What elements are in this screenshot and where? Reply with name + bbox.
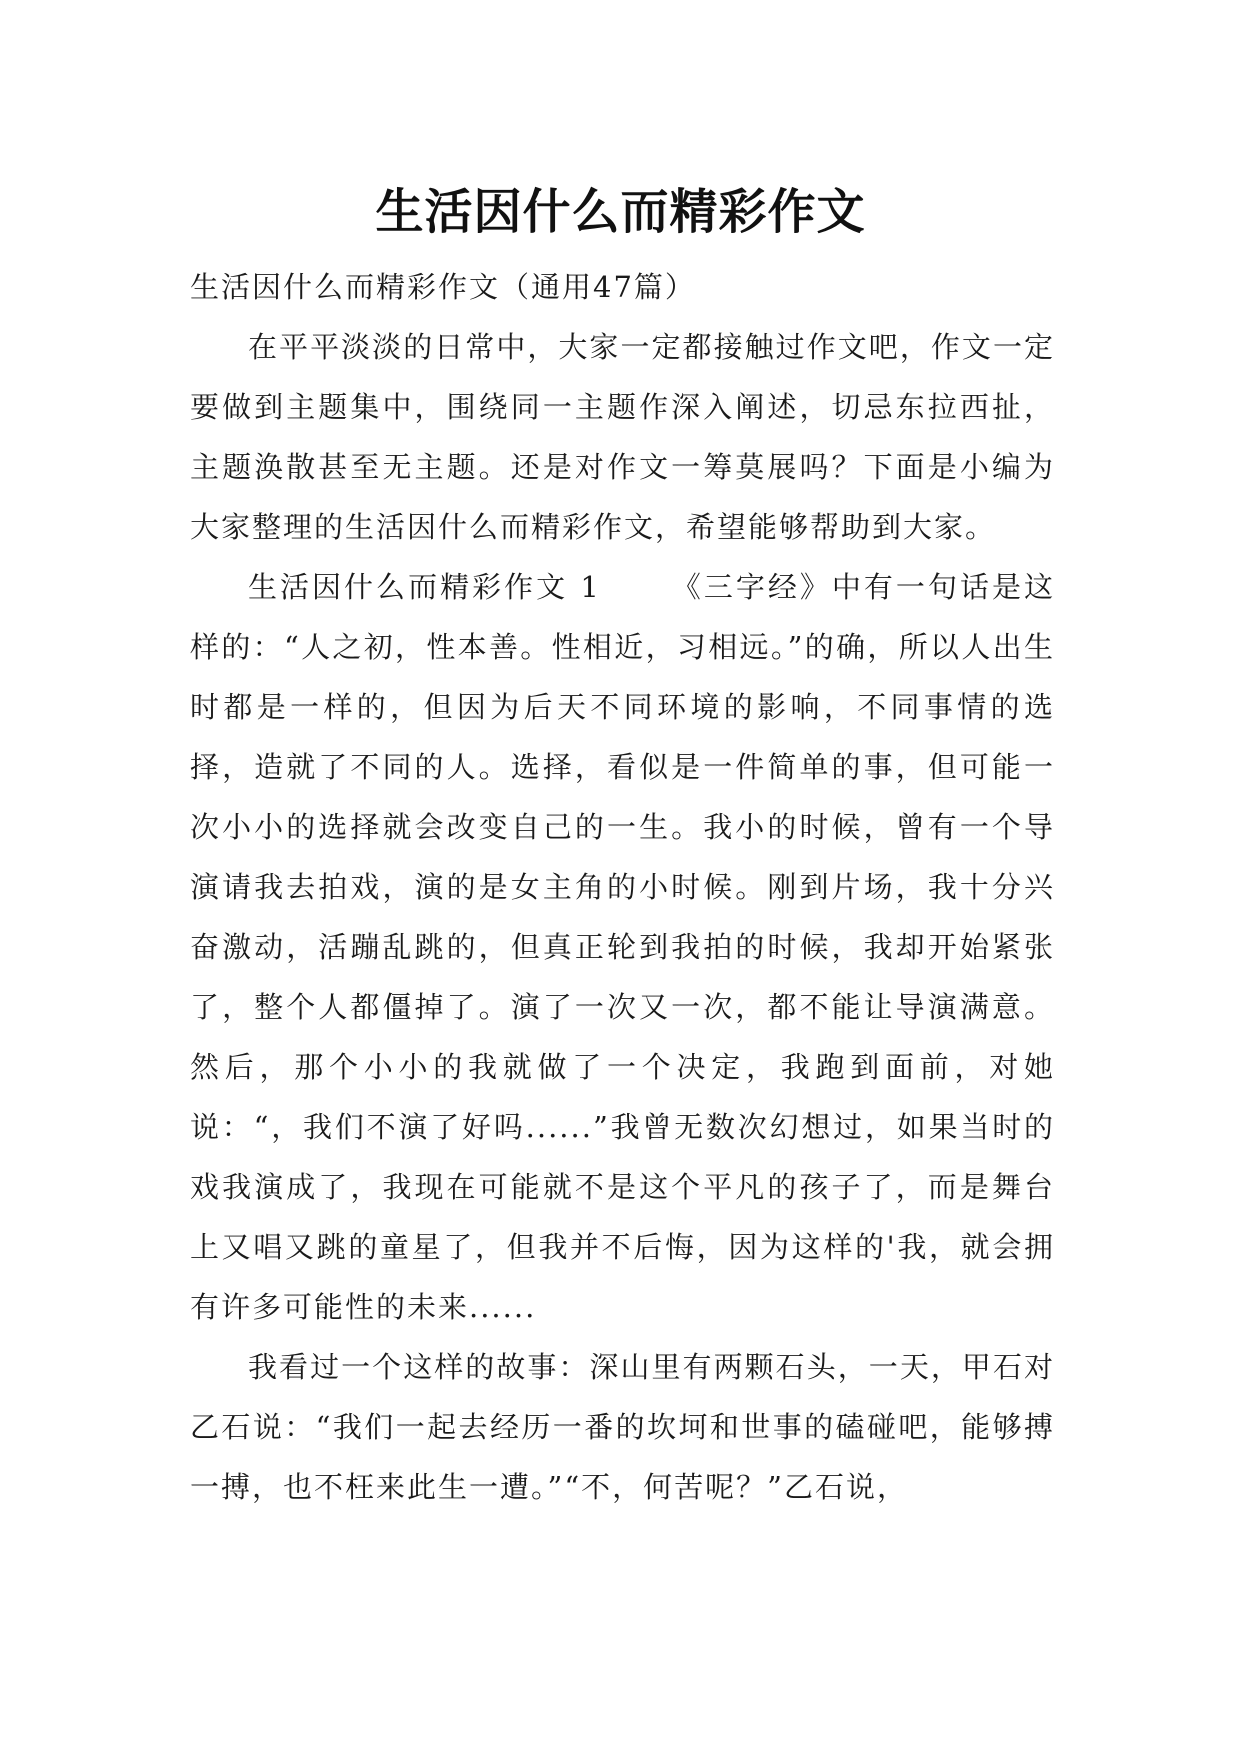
essay-1-heading: 生活因什么而精彩作文 1: [248, 570, 601, 604]
document-title: 生活因什么而精彩作文: [375, 184, 866, 241]
essay-1-text: 《三字经》中有一句话是这样的：“人之初，性本善。性相近，习相远。”的确，所以人出生时都是一样的，但因为后天不同环境的影响，不同事情的选择，造就了不同的人。选择，看似是一件简单的事，但可能一次小小的选择就会改变自己的一生。我小的时候，曾有一个导演请我去拍戏，演的是女主角的小时候。刚到片场，我十分兴奋激动，活蹦乱跳的，但真正轮到我拍的时候，我却开始紧张了，整个人都僵掉了。演了一次又一次，都不能让导演满意。然后，那个小小的我就做了一个决定，我跑到面前，对她说：“，我们不演了好吗......”我曾无数次幻想过，如果当时的戏我演成了，我现在可能就不是这个平凡的孩子了，而是舞台上又唱又跳的童星了，但我并不后悔，因为这样的'我，就会拥有许多可能性的未来......: [190, 570, 1055, 1324]
essay-1-paragraph: [190, 557, 1055, 1337]
essay-1-paragraph-2: 我看过一个这样的故事：深山里有两颗石头，一天，甲石对乙石说：“我们一起去经历一番的坎坷和世事的磕碰吧，能够搏一搏，也不枉来此生一遭。”“不，何苦呢？”乙石说，: [190, 1350, 1055, 1504]
document-subtitle: 生活因什么而精彩作文（通用47篇）: [190, 270, 696, 304]
intro-paragraph: 在平平淡淡的日常中，大家一定都接触过作文吧，作文一定要做到主题集中，围绕同一主题作深入阐述，切忌东拉西扯，主题涣散甚至无主题。还是对作文一筹莫展吗？下面是小编为大家整理的生活因什么而精彩作文，希望能够帮助到大家。: [190, 330, 1055, 544]
document-body: [190, 257, 1055, 1517]
